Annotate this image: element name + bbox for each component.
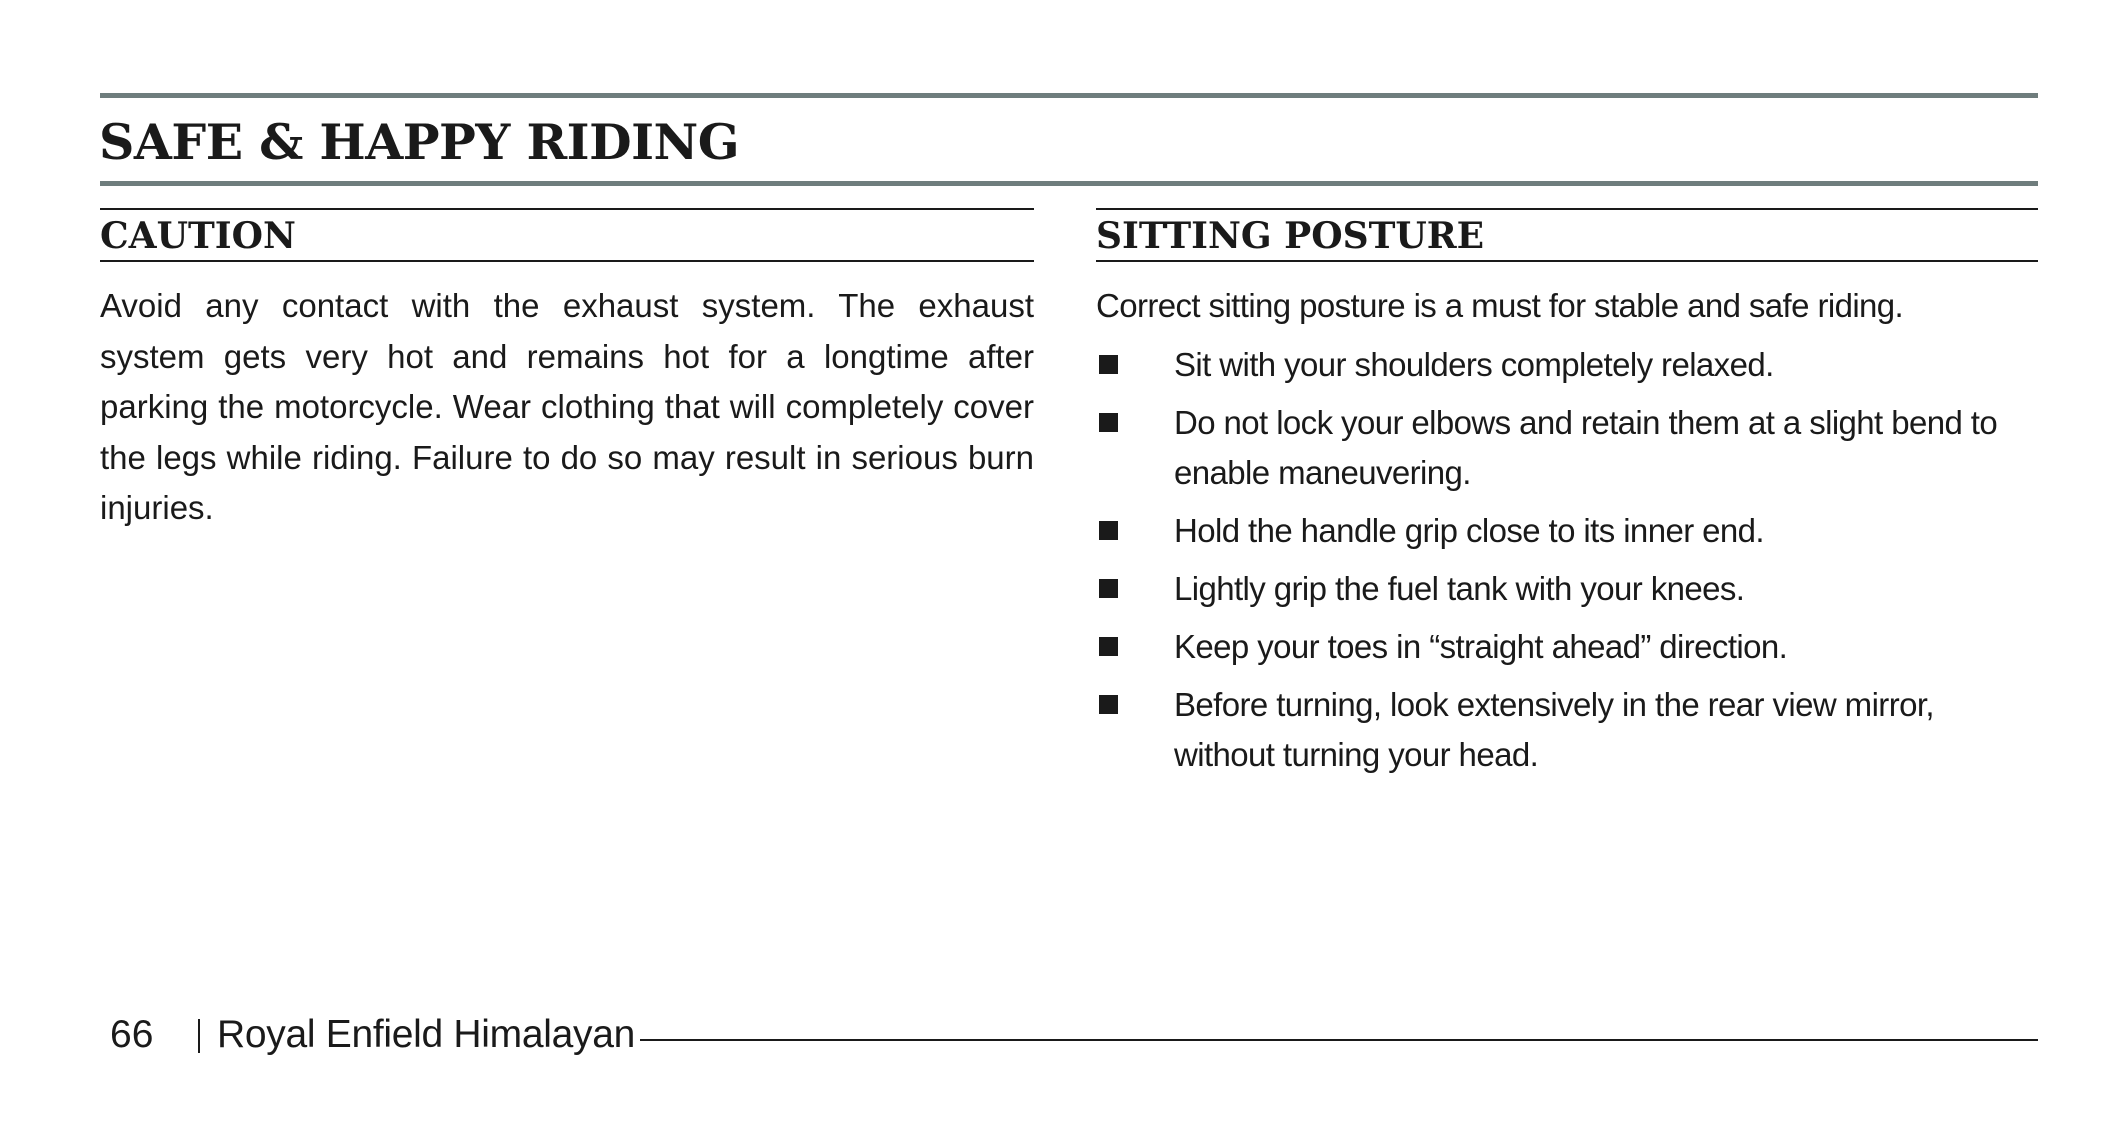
square-bullet-icon — [1099, 695, 1118, 714]
caution-heading-top-rule — [100, 208, 1034, 210]
footer-divider — [198, 1019, 200, 1053]
page-number: 66 — [110, 1013, 154, 1056]
list-item-text: Lightly grip the fuel tank with your knees. — [1174, 570, 1745, 607]
list-item-text: Hold the handle grip close to its inner end. — [1174, 512, 1764, 549]
list-item — [1096, 680, 2038, 780]
square-bullet-icon — [1099, 637, 1118, 656]
title-bottom-rule — [100, 181, 2038, 186]
square-bullet-icon — [1099, 413, 1118, 432]
list-item — [1096, 506, 2038, 556]
list-item-text: Before turning, look extensively in the rear view mirror, without turning your head. — [1174, 686, 1934, 773]
list-item — [1096, 340, 2038, 390]
sitting-posture-heading-bottom-rule — [1096, 260, 2038, 262]
page-title: SAFE & HAPPY RIDING — [99, 113, 740, 171]
sitting-posture-list — [1096, 340, 2038, 788]
list-item-text: Do not lock your elbows and retain them at a slight bend to enable maneuvering. — [1174, 404, 1998, 491]
footer-rule — [640, 1039, 2038, 1041]
list-item-text: Keep your toes in “straight ahead” direction. — [1174, 628, 1788, 665]
book-title: Royal Enfield Himalayan — [217, 1013, 635, 1056]
list-item — [1096, 564, 2038, 614]
caution-heading: CAUTION — [100, 215, 296, 257]
title-top-rule — [100, 93, 2038, 98]
square-bullet-icon — [1099, 521, 1118, 540]
square-bullet-icon — [1099, 355, 1118, 374]
list-item — [1096, 398, 2038, 498]
sitting-posture-intro: Correct sitting posture is a must for stable and safe riding. — [1096, 287, 1904, 324]
square-bullet-icon — [1099, 579, 1118, 598]
caution-heading-bottom-rule — [100, 260, 1034, 262]
list-item — [1096, 622, 2038, 672]
page-footer — [110, 1005, 2040, 1065]
sitting-posture-heading-top-rule — [1096, 208, 2038, 210]
caution-text: Avoid any contact with the exhaust system. The exhaust system gets very hot and remains hot for a longtime after parking the motorcycle. Wear clothing that will completely cover the legs while riding. Failure to do so may result in serious burn injuries. — [100, 287, 1034, 526]
list-item-text: Sit with your shoulders completely relaxed. — [1174, 346, 1774, 383]
sitting-posture-heading: SITTING POSTURE — [1096, 215, 1485, 257]
